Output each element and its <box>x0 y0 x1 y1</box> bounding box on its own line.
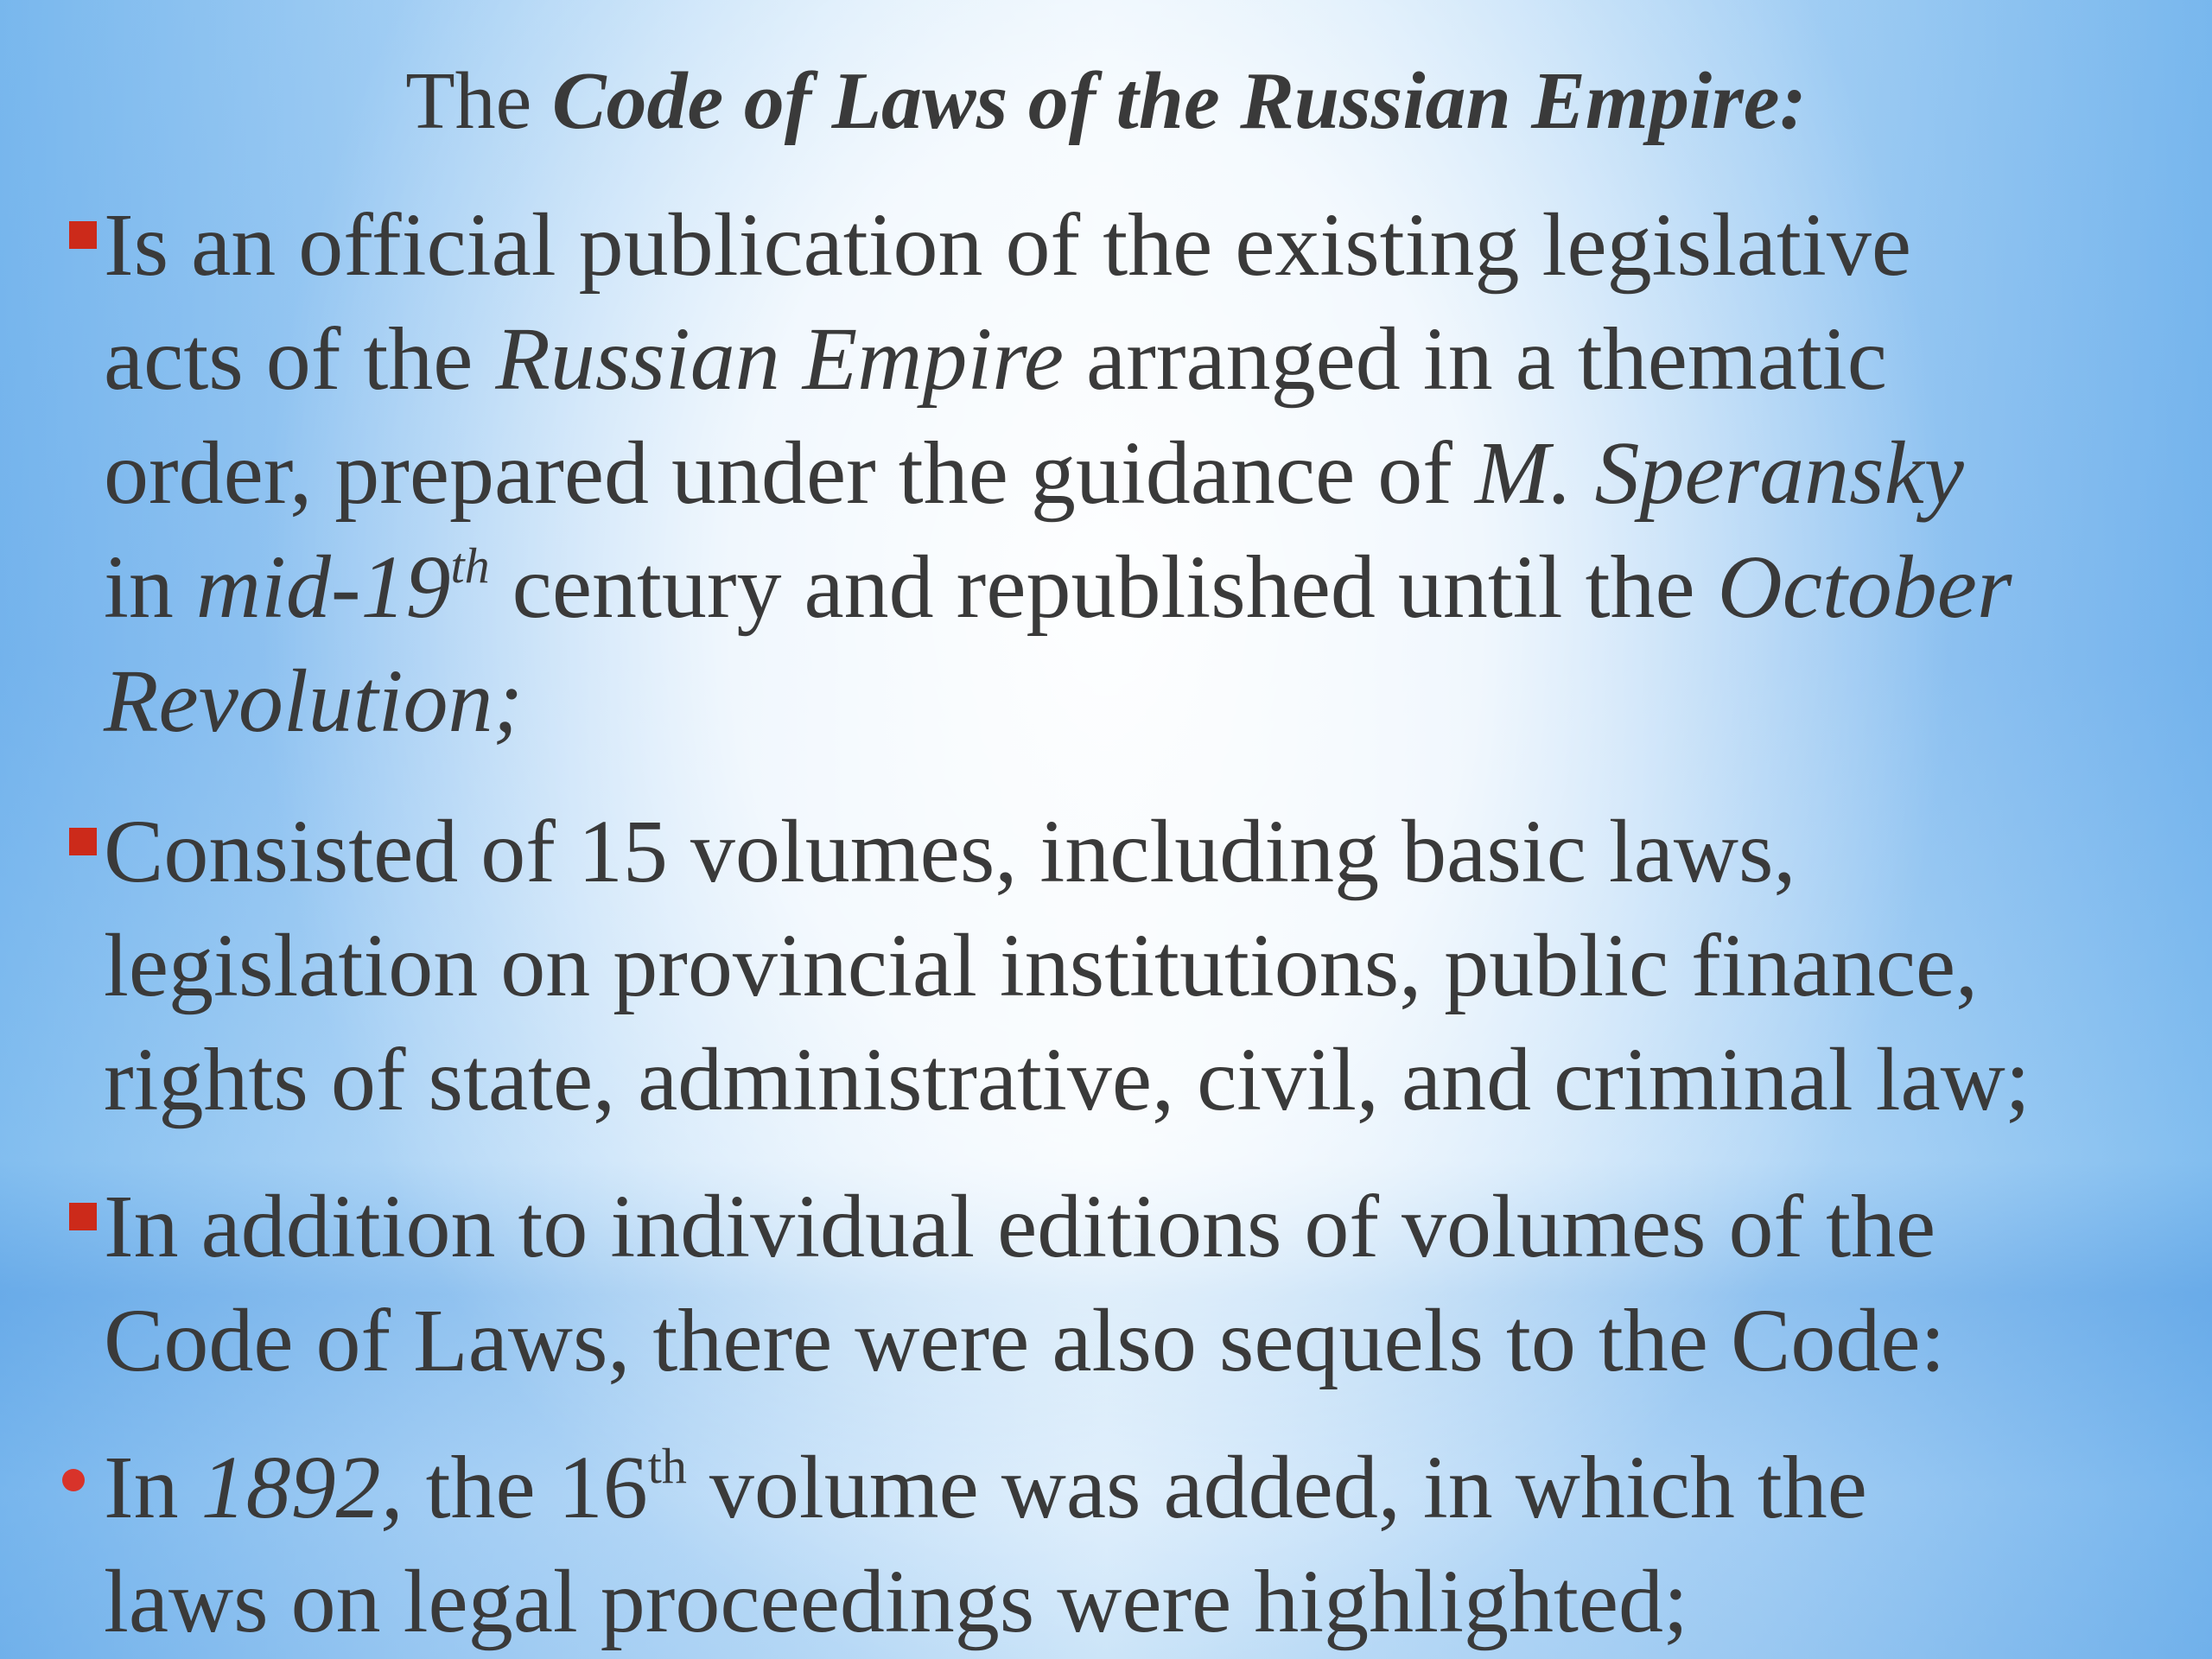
italic-run: 1892, <box>200 1438 404 1537</box>
text-run: In <box>104 1438 201 1537</box>
bullet-line <box>104 909 2186 1023</box>
text-run: the 16 <box>403 1438 648 1537</box>
round-bullet-icon <box>62 1469 85 1491</box>
bullet-line <box>104 1023 2186 1137</box>
bullet-line <box>104 302 2186 416</box>
bullet-line <box>104 531 2186 645</box>
italic-run: M. Speransky <box>1474 423 1964 523</box>
bullet-line <box>104 1284 2186 1398</box>
square-bullet-icon <box>69 221 97 249</box>
text-run: Code of Laws, there were also sequels to the Code: <box>104 1291 1946 1390</box>
italic-run: October <box>1717 537 2012 637</box>
bullet-item-sequels <box>104 1170 2186 1398</box>
text-run: laws on legal proceedings were highlighted; <box>104 1552 1688 1651</box>
bullet-line <box>104 416 2186 531</box>
bullet-item-1892-volume <box>104 1431 2186 1659</box>
text-run: order, prepared under the guidance of <box>104 423 1475 523</box>
italic-run: Russian Empire <box>495 309 1065 409</box>
text-run: rights of state, administrative, civil, and criminal law; <box>104 1030 2031 1129</box>
bullet-item-volumes <box>104 795 2186 1137</box>
bullet-line <box>104 1545 2186 1659</box>
italic-run: mid-19 <box>195 537 451 637</box>
bullet-item-official-publication <box>104 188 2186 759</box>
bullet-line <box>104 1170 2186 1284</box>
square-bullet-icon <box>69 828 97 855</box>
text-run: in <box>104 537 196 637</box>
title-emphasis: Code of Laws of the Russian Empire: <box>551 56 1807 146</box>
text-run: Is an official publication of the existing legislative <box>104 195 1911 295</box>
text-run: In addition to individual editions of volumes of the <box>104 1177 1936 1276</box>
text-run: Consisted of 15 volumes, including basic laws, <box>104 802 1796 901</box>
bullet-line <box>104 1431 2186 1545</box>
text-run: legislation on provincial institutions, public finance, <box>104 916 1979 1015</box>
text-run: century and republished until the <box>489 537 1718 637</box>
superscript: th <box>647 1438 687 1494</box>
square-bullet-icon <box>69 1203 97 1230</box>
bullet-line <box>104 188 2186 302</box>
title-prefix: The <box>405 56 552 146</box>
text-run: acts of the <box>104 309 496 409</box>
superscript: th <box>450 537 490 594</box>
italic-run: Revolution; <box>104 652 524 751</box>
bullet-line <box>104 795 2186 909</box>
text-run: arranged in a thematic <box>1064 309 1887 409</box>
slide-title <box>0 54 2212 149</box>
text-run: volume was added, in which the <box>686 1438 1867 1537</box>
bullet-line <box>104 645 2186 759</box>
